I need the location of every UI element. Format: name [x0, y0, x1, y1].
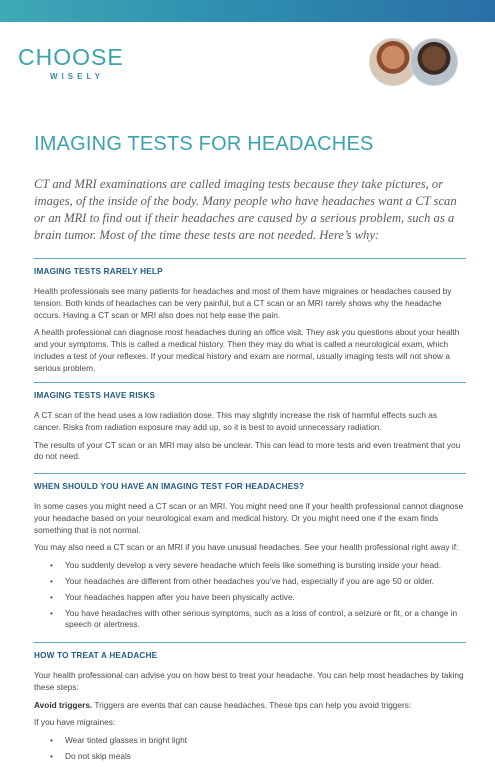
section-paragraph: Your health professional can advise you on how best to treat your headache. You can help most headaches by taking these steps:: [34, 670, 464, 692]
avoid-triggers-text: Triggers are events that can cause headaches. These tips can help you avoid triggers:: [92, 699, 412, 710]
section-divider: [34, 382, 466, 383]
section-heading: IMAGING TESTS RARELY HELP: [34, 267, 163, 276]
section-paragraph: A health professional can diagnose most headaches during an office visit. They ask you questions about your health and your symptoms. This is called a medical history. Then they may do what is called a neurological exam, which includes a test of your reflexes. If your medical history and exam are normal, usually imaging tests will not show a serious problem.: [34, 327, 460, 373]
section-divider: [34, 473, 466, 474]
list-item: • Your headaches happen after you have been physically active.: [65, 592, 466, 604]
section-paragraph: A CT scan of the head uses a low radiation dose. This may slightly increase the risk of harmful effects such as cancer. Risks from radiation exposure may add up, so it is best to avoid unnecessary radiation.: [34, 410, 438, 432]
section-paragraph: You may also need a CT scan or an MRI if you have unusual headaches. See your health professional right away if:: [34, 542, 459, 553]
section-have-risks: [34, 382, 466, 469]
migraines-intro: If you have migraines:: [34, 717, 116, 728]
section-heading: IMAGING TESTS HAVE RISKS: [34, 391, 156, 400]
list-item: • You suddenly develop a very severe headache which feels like something is bursting inside your head.: [65, 560, 466, 572]
tips-list: [34, 735, 466, 763]
avoid-triggers-paragraph: [34, 700, 466, 712]
intro-paragraph: CT and MRI examinations are called imaging tests because they take pictures, or images, of the inside of the body. Many people who have headaches want a CT scan or an MRI to find out if their headaches are caused by a serious problem, such as a brain tumor. Most of the time these tests are not needed. Here’s why:: [34, 177, 457, 242]
section-divider: [34, 642, 466, 643]
choosing-wisely-logo: [18, 44, 138, 81]
section-paragraph: In some cases you might need a CT scan or an MRI. You might need one if your health professional cannot diagnose your headache based on your neurological exam and medical history. Or you might need one if the exam finds something that is not normal.: [34, 501, 464, 535]
logo-wisely-text: WISELY: [50, 72, 104, 81]
avoid-triggers-label: Avoid triggers.: [34, 699, 93, 710]
list-item: • Wear tinted glasses in bright light: [65, 735, 466, 747]
section-paragraph: The results of your CT scan or an MRI may also be unclear. This can lead to more tests and even treatment that you do not need.: [34, 439, 461, 462]
list-item: • Do not skip meals: [65, 751, 466, 763]
section-divider: [34, 258, 466, 259]
top-banner: [0, 0, 495, 22]
logo-choose-text: CHOOSE: [18, 44, 124, 70]
section-when-imaging: [34, 473, 466, 635]
patient-photo: [410, 38, 458, 86]
list-item: • You have headaches with other serious symptoms, such as a loss of control, a seizure or fit, or a change in speech or alertness.: [65, 608, 466, 632]
section-rarely-help: [34, 258, 466, 381]
section-heading: WHEN SHOULD YOU HAVE AN IMAGING TEST FOR HEADACHES?: [34, 482, 305, 491]
section-treat-headache: [34, 642, 466, 767]
section-heading: HOW TO TREAT A HEADACHE: [34, 651, 158, 660]
list-item: • Your headaches are different from other headaches you’ve had, especially if you are age 50 or older.: [65, 576, 466, 588]
section-paragraph: Health professionals see many patients for headaches and most of them have migraines or headaches caused by tension. Both kinds of headaches can be very painful, but a CT scan or an MRI rarely shows why the headache occurs. Having a CT scan or MRI also does not help ease the pain.: [34, 286, 452, 320]
symptom-list: [34, 560, 466, 631]
page-title: IMAGING TESTS FOR HEADACHES: [34, 133, 374, 155]
